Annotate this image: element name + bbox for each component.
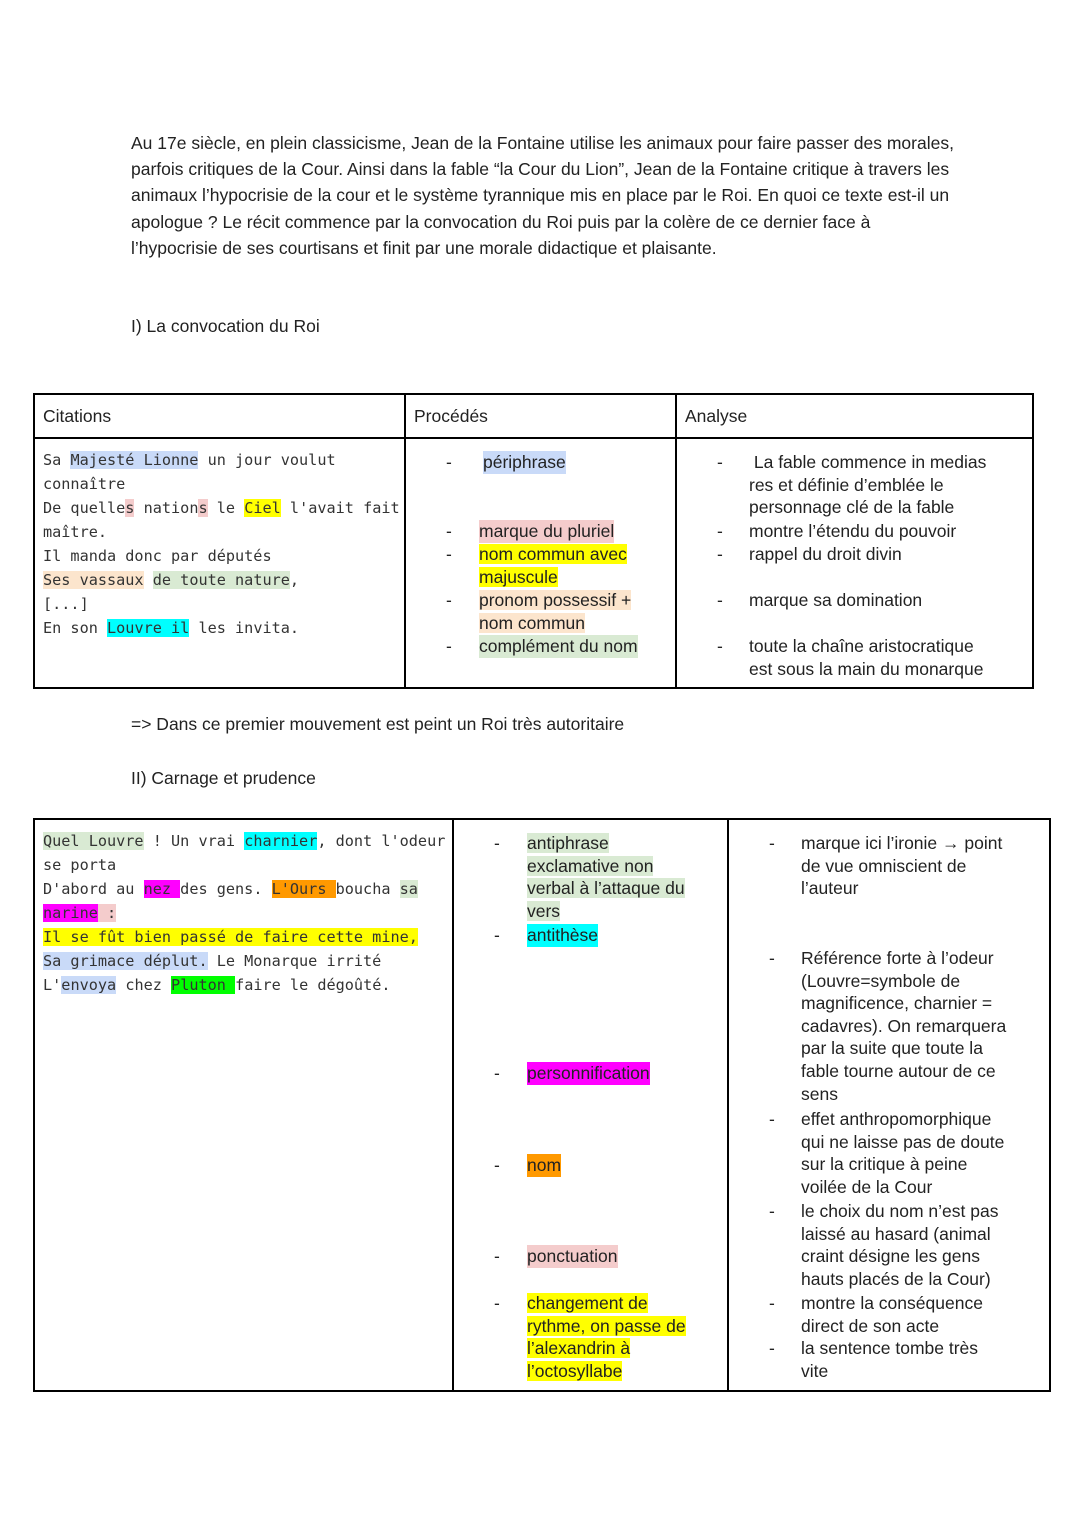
bullet-dash: - [446,452,452,472]
analyse-cell-2 [728,819,1050,1391]
conclusion-section-1: => Dans ce premier mouvement est peint un Roi très autoritaire [131,714,625,734]
bullet-dash: - [446,590,452,610]
table-section-2 [33,818,1051,1392]
bullet-dash: - [769,1293,775,1313]
procede-ponctuation: ponctuation [527,1246,618,1266]
bullet-dash: - [769,1338,775,1358]
header-citations: Citations [34,394,405,438]
bullet-dash: - [446,636,452,656]
citation-line: Quel Louvre ! Un vrai charnier, dont l'odeur [43,832,446,850]
bullet-dash: - [717,452,723,472]
analyse-cell-1 [676,438,1033,688]
citation-line: Il manda donc par députés [43,547,272,565]
header-analyse: Analyse [676,394,1033,438]
analyse-choix-nom: le choix du nom n’est pas laissé au hasard (animal craint désigne les gens hauts placés de la Cour) [801,1201,999,1289]
citation-line: De quelles nations le Ciel l'avait fait [43,499,400,517]
analyse-anthropomorphique: effet anthropomorphique qui ne laisse pas de doute sur la critique à peine voilée de la Cour [801,1109,1005,1197]
bullet-dash: - [769,1201,775,1221]
procede-pluriel: marque du pluriel [479,521,615,541]
section-1-title: I) La convocation du Roi [131,316,320,336]
citation-line: Il se fût bien passé de faire cette mine, [43,928,418,946]
citations-cell-1 [34,438,405,688]
analyse-odeur: Référence forte à l’odeur (Louvre=symbole de magnificence, charnier = cadavres). On remarquera par la suite que toute la fable tourne autour de ce sens [801,948,1007,1104]
procede-rythme: changement de rythme, on passe de l’alexandrin à l’octosyllabe [527,1293,686,1381]
bullet-dash: - [717,521,723,541]
citation-line: se porta [43,856,117,874]
bullet-dash: - [494,1063,500,1083]
citations-cell-2 [34,819,453,1391]
analyse-droit-divin: rappel du droit divin [749,544,902,564]
analyse-chaine: toute la chaîne aristocratique est sous la main du monarque [749,636,984,679]
header-procedes: Procédés [405,394,676,438]
analyse-domination: marque sa domination [749,590,923,610]
procede-nom: nom [527,1155,562,1175]
procede-antithese: antithèse [527,925,599,945]
analyse-sentence: la sentence tombe très vite [801,1338,979,1381]
citation-line: En son Louvre il les invita. [43,619,300,637]
citation-line: Sa grimace déplut. Le Monarque irrité [43,952,382,970]
procedes-cell-2 [453,819,728,1391]
bullet-dash: - [717,636,723,656]
procede-complement: complément du nom [479,636,638,656]
bullet-dash: - [494,833,500,853]
analyse-consequence: montre la conséquence direct de son acte [801,1293,983,1336]
procede-possessif: pronom possessif + nom commun [479,590,632,633]
table-section-1 [33,393,1034,689]
citation-line: connaître [43,475,126,493]
citation-line: L'envoya chez Pluton faire le dégoûté. [43,976,391,994]
bullet-dash: - [446,544,452,564]
bullet-dash: - [717,544,723,564]
citation-line: Ses vassaux de toute nature, [43,571,300,589]
citation-line: narine : [43,904,117,922]
bullet-dash: - [494,1246,500,1266]
procede-periphrase: périphrase [483,452,566,472]
citation-line: Sa Majesté Lionne un jour voulut [43,451,336,469]
bullet-dash: - [494,1155,500,1175]
analyse-ironie: marque ici l’ironie → point de vue omniscient de l’auteur [801,833,1003,899]
citation-line: [...] [43,595,89,613]
intro-paragraph: Au 17e siècle, en plein classicisme, Jean de la Fontaine utilise les animaux pour faire passer des morales, parfois critiques de la Cour. Ainsi dans la fable “la Cour du Lion”, Jean de la Fontaine critique à travers les animaux l’hypocrisie de la cour et le système tyrannique mis en place par le Roi. En quoi ce texte est-il un apologue ? Le récit commence par la convocation du Roi puis par la colère de ce dernier face à l’hypocrisie de ses courtisans et finit par une morale didactique et plaisante. [131,133,954,258]
procedes-cell-1 [405,438,676,688]
procede-majuscule: nom commun avec majuscule [479,544,627,587]
bullet-dash: - [769,833,775,853]
bullet-dash: - [717,590,723,610]
bullet-dash: - [769,1109,775,1129]
procede-antiphrase: antiphrase exclamative non verbal à l’attaque du vers [527,833,685,921]
bullet-dash: - [494,1293,500,1313]
analyse-in-medias-res: La fable commence in medias res et définie d’emblée le personnage clé de la fable [749,452,987,518]
procede-personnification: personnification [527,1063,650,1083]
analyse-pouvoir: montre l’étendu du pouvoir [749,521,957,541]
bullet-dash: - [494,925,500,945]
citation-line: D'abord au nez des gens. L'Ours boucha sa [43,880,418,898]
section-2-title: II) Carnage et prudence [131,768,316,788]
bullet-dash: - [769,948,775,968]
bullet-dash: - [446,521,452,541]
citation-line: maître. [43,523,108,541]
